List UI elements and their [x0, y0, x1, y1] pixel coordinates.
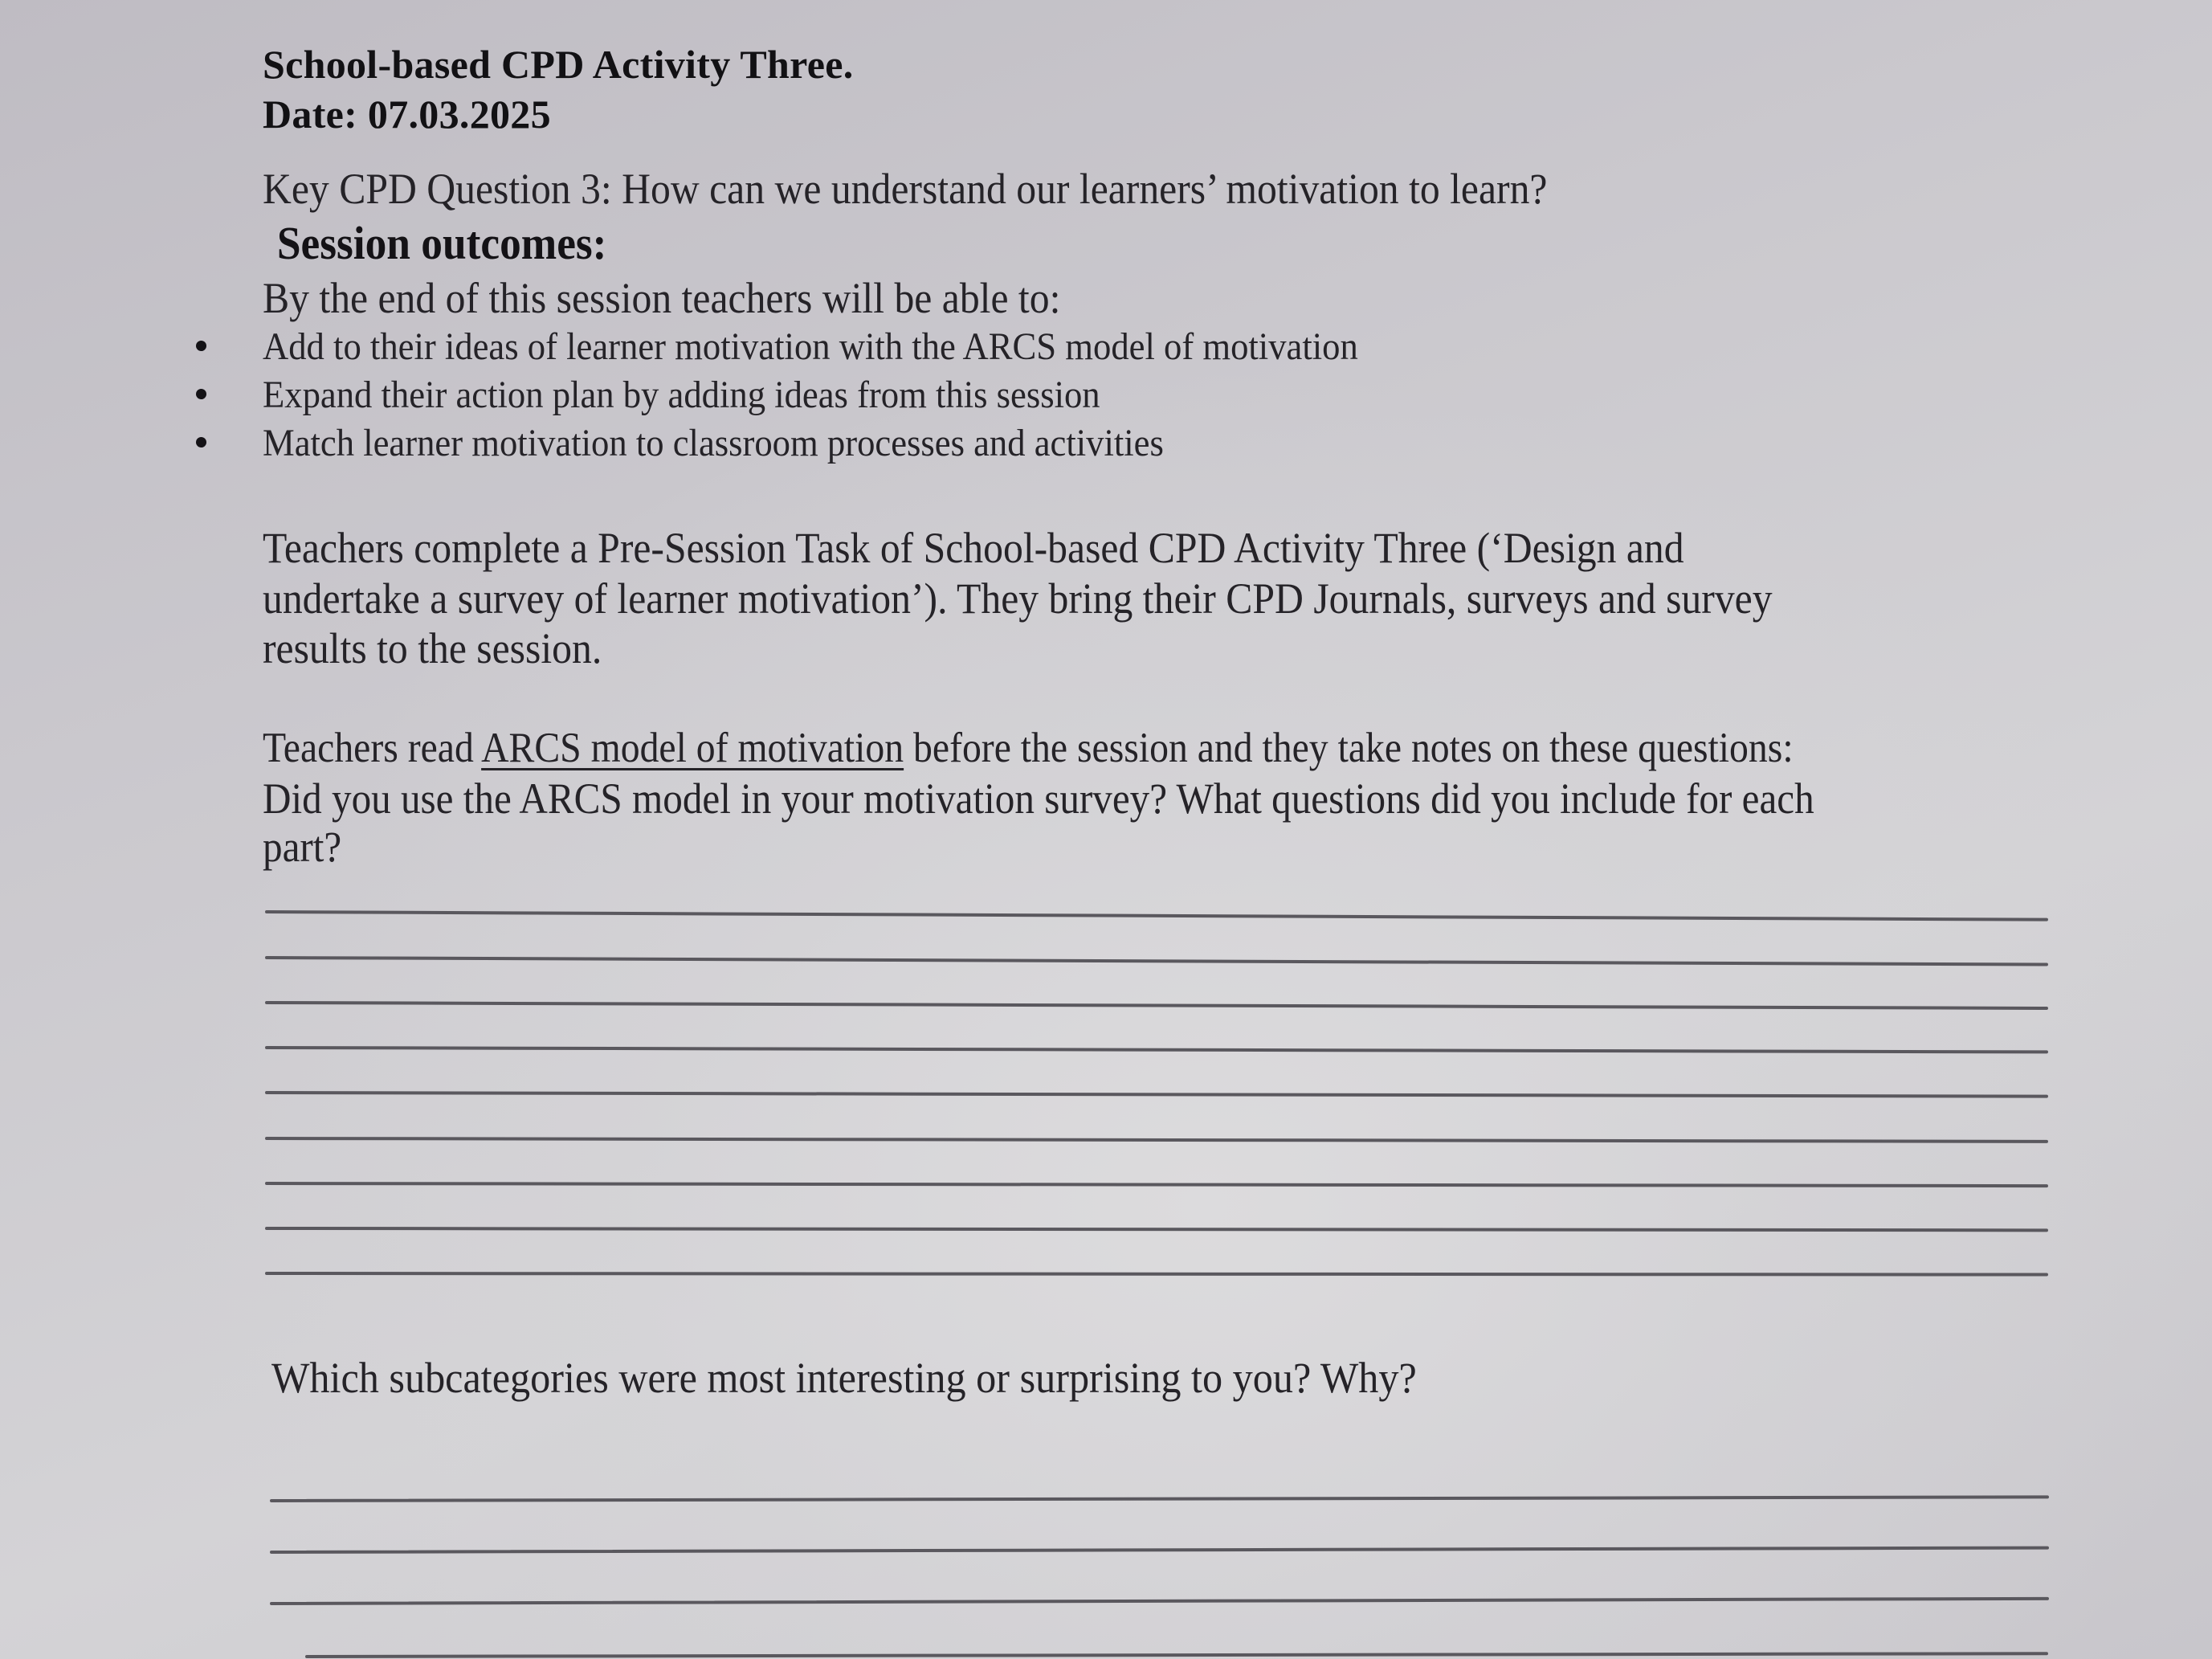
- bullet-icon: [196, 389, 206, 399]
- outcome-text: Expand their action plan by adding ideas from this session: [263, 374, 1100, 416]
- writing-line[interactable]: [265, 1227, 2048, 1232]
- arcs-model-link[interactable]: ARCS model of motivation: [481, 725, 904, 771]
- reading-question-line: Did you use the ARCS model in your motivation survey? What questions did you include for each: [263, 774, 1814, 823]
- key-cpd-question: Key CPD Question 3: How can we understand our learners’ motivation to learn?: [263, 165, 1548, 213]
- reading-task-prefix: Teachers read: [263, 725, 482, 771]
- writing-line[interactable]: [265, 1001, 2048, 1010]
- reading-question-line: part?: [263, 823, 342, 871]
- pre-session-line: undertake a survey of learner motivation’). They bring their CPD Journals, surveys and survey: [263, 574, 1773, 623]
- writing-line[interactable]: [265, 1182, 2048, 1187]
- document-title: School-based CPD Activity Three.: [263, 42, 854, 87]
- pre-session-line: results to the session.: [263, 624, 602, 672]
- writing-line[interactable]: [265, 1272, 2048, 1277]
- writing-line[interactable]: [305, 1652, 2048, 1658]
- session-outcomes-intro: By the end of this session teachers will be able to:: [263, 274, 1061, 322]
- writing-line[interactable]: [270, 1597, 2049, 1605]
- writing-line[interactable]: [265, 1091, 2048, 1098]
- writing-line[interactable]: [270, 1547, 2049, 1554]
- reading-task-line: [263, 727, 1794, 770]
- bullet-icon: [196, 341, 206, 351]
- bullet-icon: [196, 437, 206, 447]
- outcome-text: Match learner motivation to classroom processes and activities: [263, 422, 1164, 464]
- session-outcomes-heading: Session outcomes:: [276, 217, 607, 269]
- writing-line[interactable]: [265, 1137, 2048, 1143]
- pre-session-line: Teachers complete a Pre-Session Task of School-based CPD Activity Three (‘Design and: [263, 524, 1684, 572]
- writing-line[interactable]: [265, 1046, 2048, 1053]
- document-date: Date: 07.03.2025: [263, 92, 551, 137]
- outcome-text: Add to their ideas of learner motivation with the ARCS model of motivation: [263, 325, 1358, 368]
- writing-line[interactable]: [270, 1495, 2049, 1502]
- writing-line[interactable]: [265, 910, 2048, 921]
- reading-task-suffix: before the session and they take notes on these questions:: [904, 725, 1794, 771]
- question-2: Which subcategories were most interesting or surprising to you? Why?: [271, 1354, 1417, 1402]
- writing-line[interactable]: [265, 956, 2048, 966]
